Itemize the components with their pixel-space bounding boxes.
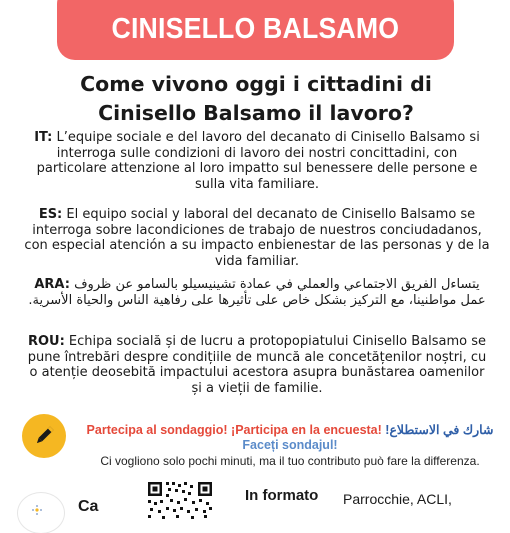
text-ara: يتساءل الفريق الاجتماعي والعملي في عمادة تشينيسيلو بالسامو عن ظروف عمل مواطنينا، مع التركيز بشكل خاص على تأثيرها على رفاهية الناس والحياة الأسرية. (28, 277, 486, 308)
pencil-icon (22, 414, 66, 458)
text-es: El equipo social y laboral del decanato de Cinisello Balsamo se interroga sobre lacondiciones de trabajo de nuestros conciudadanos, con especial atención a su impacto enbienestar de las personas y de la vida familiar. (24, 207, 490, 269)
sun-logo-icon (18, 493, 64, 533)
text-block-ara (24, 277, 490, 308)
lang-tag-rou: ROU: (27, 334, 65, 349)
lang-tag-es: ES: (38, 207, 63, 222)
banner-title: CINISELLO BALSAMO (111, 12, 400, 45)
text-it: L’equipe sociale e del lavoro del decanato di Cinisello Balsamo si interroga sulle condizioni di lavoro dei nostri concittadini, con particolare attenzione al loro impatto sul benessere delle persone e sulla vita familiare. (36, 130, 480, 192)
cta-note: Ci vogliono solo pochi minuti, ma il tuo contributo può fare la differenza. (100, 454, 480, 468)
text-rou: Echipa socială și de lucru a protopopiatului Cinisello Balsamo se pune întrebări despre condițiile de muncă ale concetățenilor noștri, cu o atenție deosebită impactului acestora asupra bunăstarea oamenilor și a vieții de familie. (27, 334, 487, 396)
pencil-glyph (31, 423, 57, 449)
cta-es[interactable]: ¡Participa en la encuesta! (231, 423, 382, 437)
formato-label: In formato (245, 487, 319, 504)
text-block-es (24, 207, 490, 269)
title-banner (57, 0, 454, 60)
footer-left-label: Ca (78, 498, 99, 515)
text-block-rou (24, 334, 490, 396)
lang-tag-ara: ARA: (34, 277, 70, 292)
headline: Come vivono oggi i cittadini di Cinisello Balsamo il lavoro? (80, 72, 432, 125)
cta-row-2 (70, 438, 510, 452)
sun-glyph (32, 505, 42, 515)
lang-tag-it: IT: (34, 130, 53, 145)
cta-row (70, 422, 510, 437)
cta-rou[interactable]: Faceți sondajul! (242, 438, 338, 452)
text-block-it (24, 130, 490, 192)
cta-ara[interactable]: شارك في الاستطلاع! (385, 423, 494, 437)
cta-it[interactable]: Partecipa al sondaggio! (86, 423, 228, 437)
places-text: Parrocchie, ACLI, (343, 491, 452, 507)
qr-code[interactable] (146, 480, 214, 520)
